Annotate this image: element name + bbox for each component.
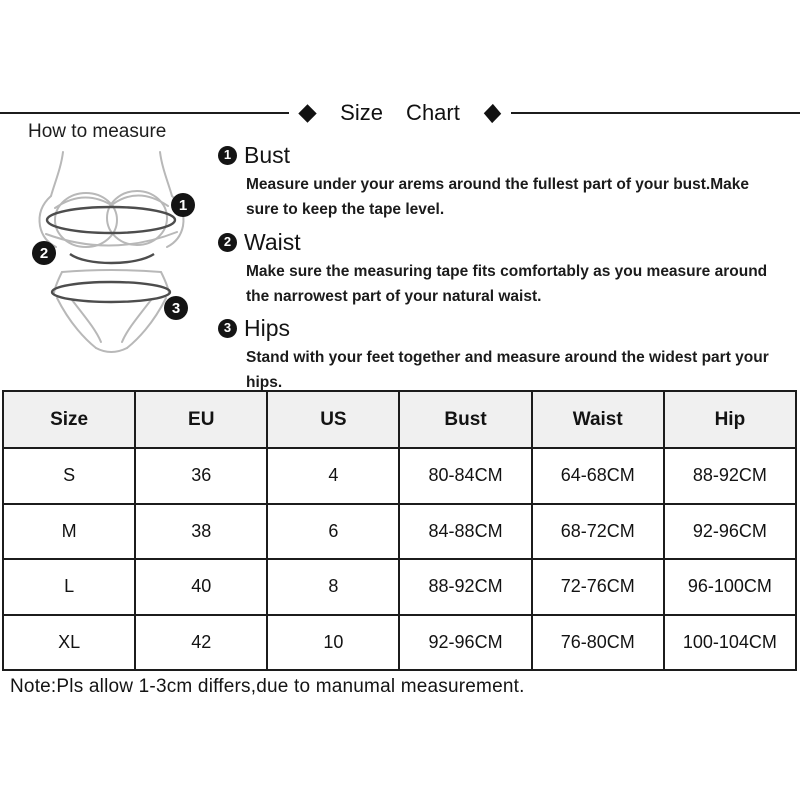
cell-us: 4 (267, 448, 399, 504)
cell-bust: 88-92CM (399, 559, 531, 615)
col-header-eu: EU (135, 391, 267, 448)
size-row-m (3, 504, 796, 560)
waist-heading (218, 229, 792, 255)
bikini-outline (39, 152, 183, 352)
bust-instruction-text: Measure under your arems around the fullest part of your bust.Make sure to keep the tape level. (246, 176, 749, 218)
cell-bust: 80-84CM (399, 448, 531, 504)
diamond-icon (298, 104, 316, 122)
cell-size: XL (3, 615, 135, 671)
how-to-measure-label: How to measure (28, 121, 167, 142)
col-header-bust: Bust (399, 391, 531, 448)
bust-heading (218, 142, 792, 168)
size-table (2, 390, 797, 671)
cell-hip: 92-96CM (664, 504, 796, 560)
bust-section (218, 142, 792, 222)
cell-size: L (3, 559, 135, 615)
col-header-us: US (267, 391, 399, 448)
diamond-icon (484, 103, 501, 122)
cell-eu: 36 (135, 448, 267, 504)
bust-badge-number: 1 (178, 197, 188, 214)
bikini-measurement-illustration (24, 146, 214, 358)
cell-size: S (3, 448, 135, 504)
waist-badge-number: 2 (39, 245, 49, 262)
cell-waist: 72-76CM (532, 559, 664, 615)
title-rule-right (511, 112, 800, 114)
cell-eu: 40 (135, 559, 267, 615)
size-table-header-row (3, 391, 796, 448)
cell-us: 6 (267, 504, 399, 560)
col-header-hip: Hip (664, 391, 796, 448)
measurement-note: Note:Pls allow 1-3cm differs,due to manumal measurement. (10, 676, 525, 697)
cell-waist: 68-72CM (532, 504, 664, 560)
col-header-size: Size (3, 391, 135, 448)
measure-instructions (218, 142, 792, 395)
cell-waist: 64-68CM (532, 448, 664, 504)
size-row-xl (3, 615, 796, 671)
hips-heading-label: Hips (244, 315, 291, 341)
size-row-s (3, 448, 796, 504)
cell-eu: 42 (135, 615, 267, 671)
number-3-badge-icon: 3 (218, 319, 237, 338)
cell-hip: 88-92CM (664, 448, 796, 504)
cell-hip: 100-104CM (664, 615, 796, 671)
hips-heading (218, 315, 792, 341)
waist-instruction-text: Make sure the measuring tape fits comfortably as you measure around the narrowest part of your natural waist. (246, 263, 768, 305)
hip-badge-number: 3 (171, 300, 181, 317)
number-1-badge-icon: 1 (218, 146, 237, 165)
size-row-l (3, 559, 796, 615)
cell-bust: 92-96CM (399, 615, 531, 671)
cell-eu: 38 (135, 504, 267, 560)
cell-us: 8 (267, 559, 399, 615)
hips-instruction-text: Stand with your feet together and measure around the widest part your hips. (246, 349, 769, 391)
cell-waist: 76-80CM (532, 615, 664, 671)
cell-bust: 84-88CM (399, 504, 531, 560)
size-table-container (2, 390, 797, 671)
cell-size: M (3, 504, 135, 560)
measuring-tape-lines (47, 207, 175, 302)
cell-hip: 96-100CM (664, 559, 796, 615)
hips-section (218, 315, 792, 395)
col-header-waist: Waist (532, 391, 664, 448)
waist-section (218, 229, 792, 309)
title-rule-left (0, 112, 289, 114)
page-title: Size Chart (340, 100, 460, 125)
bust-heading-label: Bust (244, 142, 291, 168)
cell-us: 10 (267, 615, 399, 671)
number-2-badge-icon: 2 (218, 233, 237, 252)
waist-heading-label: Waist (244, 229, 301, 255)
